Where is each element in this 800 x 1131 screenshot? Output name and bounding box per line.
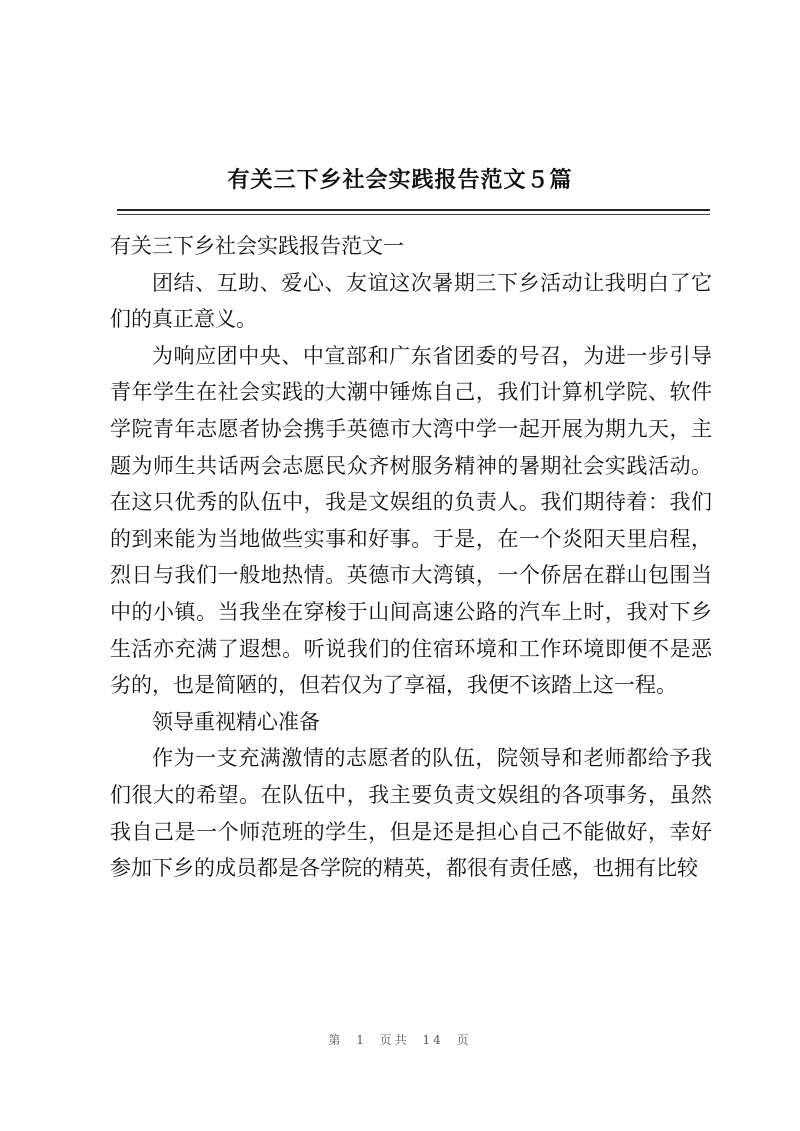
document-title: 有关三下乡社会实践报告范文５篇 (227, 167, 573, 193)
paragraph: 为响应团中央、中宣部和广东省团委的号召，为进一步引导青年学生在社会实践的大潮中锤炼自己，我们计算机学院、软件学院青年志愿者协会携手英德市大湾中学一起开展为期九天，主题为师生共话两会志愿民众齐树服务精神的暑期社会实践活动。在这只优秀的队伍中，我是文娱组的负责人。我们期待着：我们的到来能为当地做些实事和好事。于是，在一个炎阳天里启程，烈日与我们一般地热情。英德市大湾镇，一个侨居在群山包围当中的小镇。当我坐在穿梭于山间高速公路的汽车上时，我对下乡生活亦充满了遐想。听说我们的住宿环境和工作环境即便不是恶劣的，也是简陋的，但若仅为了享福，我便不该踏上这一程。 (110, 343, 712, 698)
document-body (110, 228, 712, 887)
section-heading: 有关三下乡社会实践报告范文一 (110, 234, 404, 258)
subsection-heading: 领导重视精心准备 (152, 709, 320, 734)
title-divider (117, 209, 710, 211)
paragraph: 作为一支充满激情的志愿者的队伍，院领导和老师都给予我们很大的希望。在队伍中，我主要负责文娱组的各项事务，虽然我自己是一个师范班的学生，但是还是担心自己不能做好，幸好参加下乡的成员都是各学院的精英，都很有责任感，也拥有比较 (110, 746, 712, 881)
paragraph: 团结、互助、爱心、友谊这次暑期三下乡活动让我明白了它们的真正意义。 (110, 270, 712, 332)
title-divider-thin (117, 214, 710, 215)
page-number-footer: 第 1 页共 14 页 (328, 1033, 472, 1047)
